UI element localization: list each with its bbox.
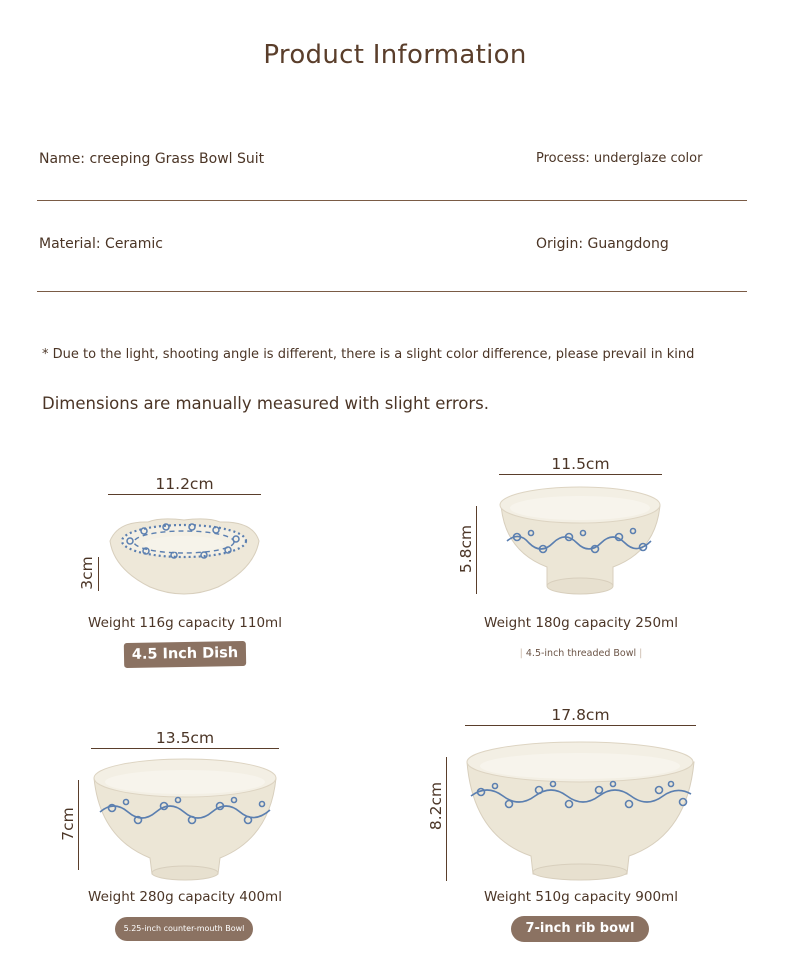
threaded-bowl-image: [499, 485, 662, 597]
dish-image: [108, 517, 261, 597]
weight-capacity: Weight 116g capacity 110ml: [88, 615, 282, 631]
weight-capacity: Weight 510g capacity 900ml: [484, 889, 678, 905]
height-line: [98, 557, 99, 591]
product-label: 7-inch rib bowl: [511, 916, 649, 942]
material-field: Material: Ceramic: [39, 236, 163, 252]
weight-capacity: Weight 180g capacity 250ml: [484, 615, 678, 631]
width-measure: 17.8cm: [551, 706, 610, 724]
color-disclaimer: * Due to the light, shooting angle is different, there is a slight color difference, please prevail in kind: [42, 347, 695, 362]
product-label: 4.5 Inch Dish: [124, 641, 246, 668]
width-measure: 13.5cm: [155, 729, 215, 747]
height-line: [78, 780, 79, 870]
origin-field: Origin: Guangdong: [536, 236, 669, 252]
width-line: [465, 725, 696, 726]
width-line: [108, 494, 261, 495]
height-measure: 3cm: [78, 556, 96, 590]
height-line: [446, 757, 447, 881]
height-measure: 8.2cm: [427, 781, 445, 831]
product-label: | 4.5-inch threaded Bowl |: [519, 648, 643, 659]
dimensions-heading: Dimensions are manually measured with slight errors.: [42, 394, 489, 413]
page-title: Product Information: [263, 40, 527, 70]
height-measure: 5.8cm: [457, 524, 475, 574]
width-line: [499, 474, 662, 475]
width-line: [91, 748, 279, 749]
weight-capacity: Weight 280g capacity 400ml: [88, 889, 282, 905]
height-measure: 7cm: [59, 807, 77, 841]
process-field: Process: underglaze color: [536, 151, 703, 166]
divider: [37, 200, 747, 201]
height-line: [476, 506, 477, 594]
counter-mouth-bowl-image: [92, 758, 278, 882]
divider: [37, 291, 747, 292]
width-measure: 11.5cm: [551, 455, 610, 473]
name-field: Name: creeping Grass Bowl Suit: [39, 151, 265, 167]
rib-bowl-image: [465, 740, 696, 882]
product-label: 5.25-inch counter-mouth Bowl: [115, 917, 253, 941]
width-measure: 11.2cm: [155, 475, 214, 493]
